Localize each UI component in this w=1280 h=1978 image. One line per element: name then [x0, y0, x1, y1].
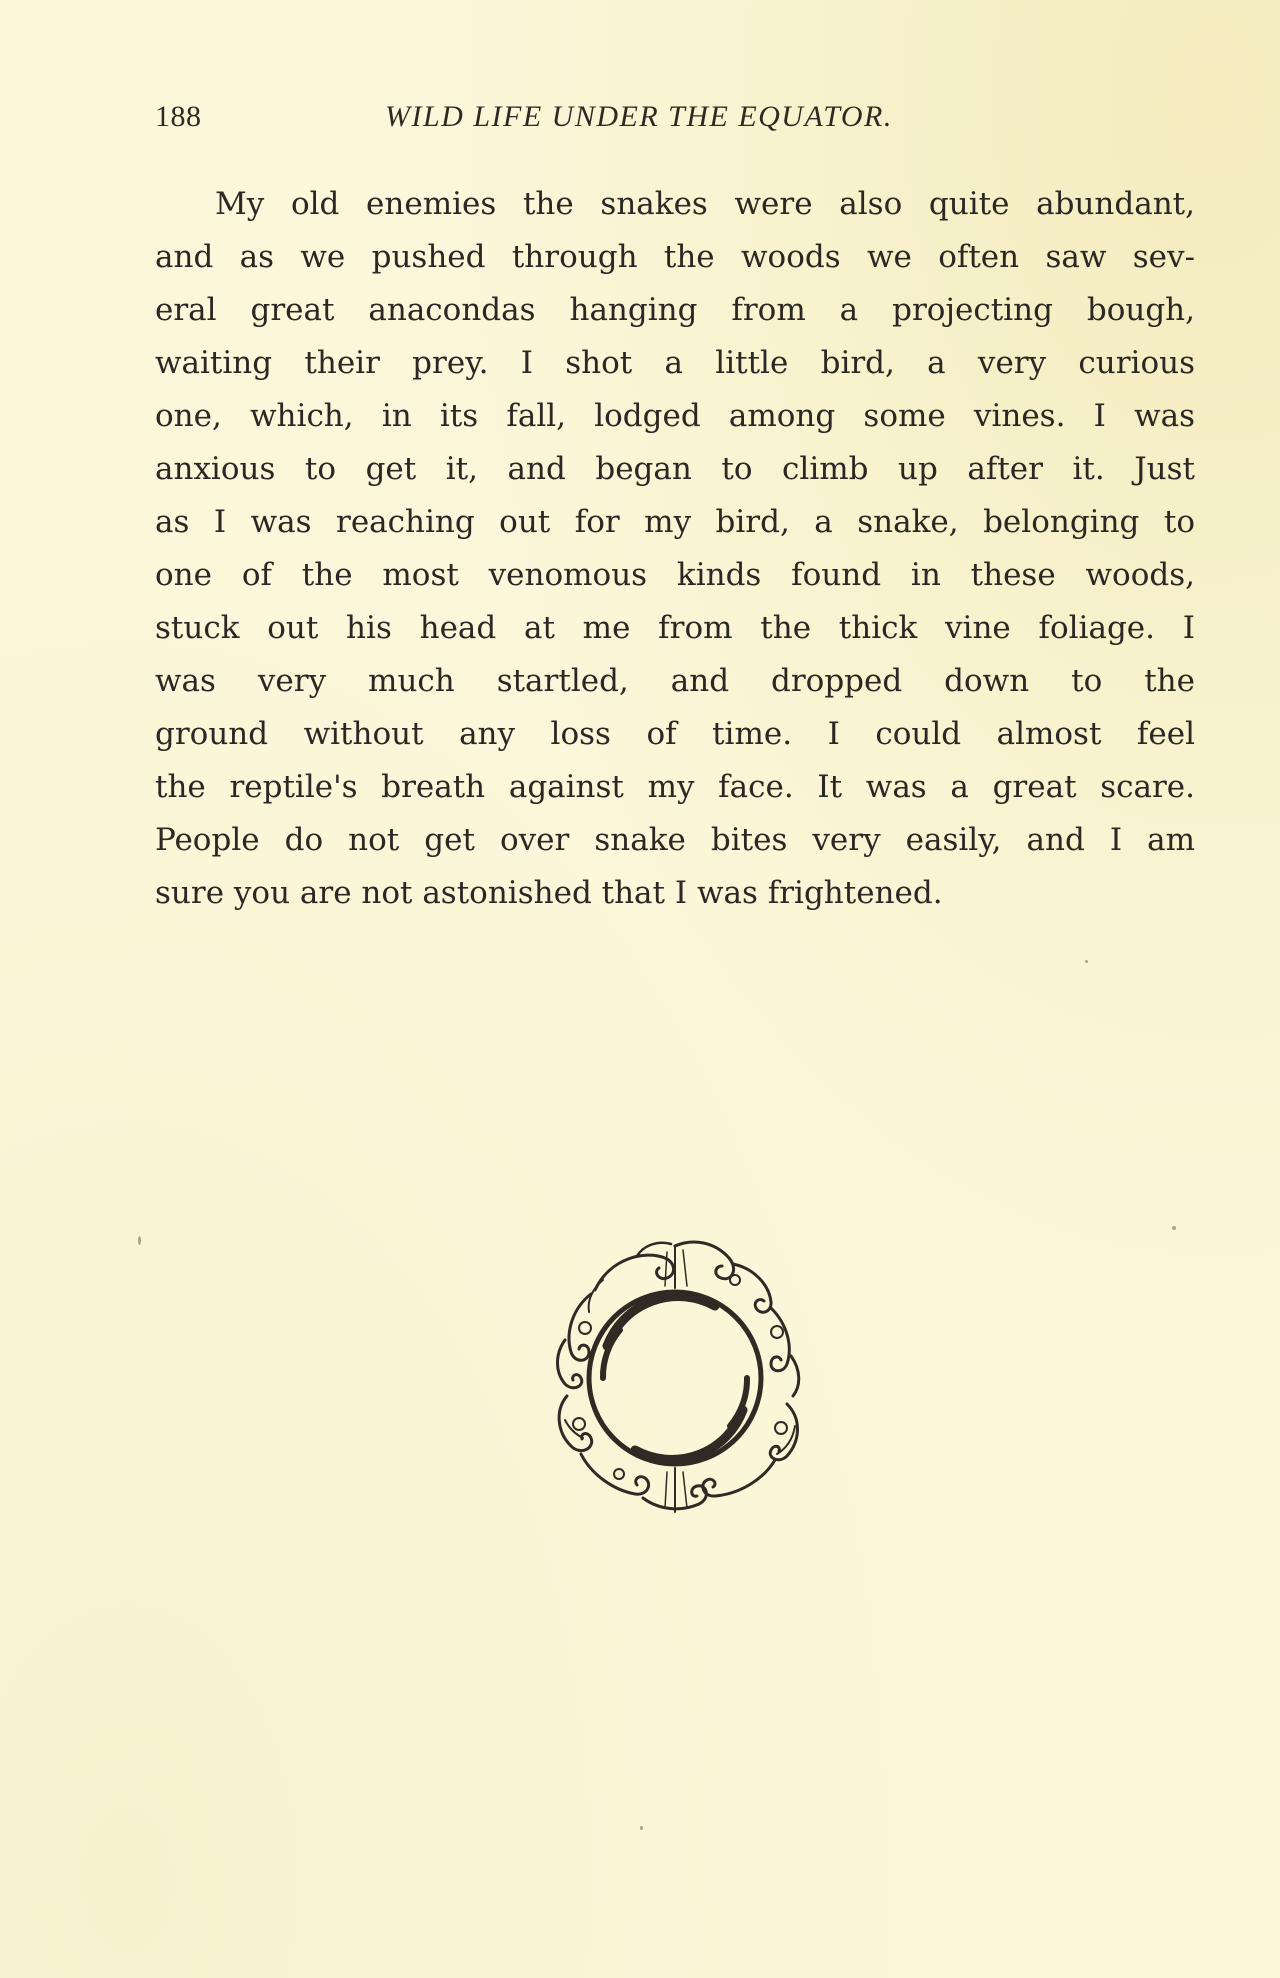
running-title: WILD LIFE UNDER THE EQUATOR.: [385, 100, 893, 133]
text-line: was very much startled, and dropped down to the: [155, 663, 1195, 699]
text-line: as I was reaching out for my bird, a snake, belonging to: [155, 504, 1195, 540]
paper-speck: [1085, 960, 1088, 963]
body-paragraph: [155, 178, 1195, 920]
paper-speck: [1172, 1226, 1176, 1230]
running-head: [155, 100, 1190, 140]
text-line: the reptile's breath against my face. It was a great scare.: [155, 769, 1195, 805]
paper-speck: [640, 1826, 643, 1830]
decorative-scroll-ring-icon: [525, 1228, 835, 1528]
text-line: ground without any loss of time. I could almost feel: [155, 716, 1195, 752]
text-line: My old enemies the snakes were also quite abundant,: [215, 186, 1195, 222]
text-line: eral great anacondas hanging from a projecting bough,: [155, 292, 1195, 328]
page-number: 188: [155, 100, 202, 133]
text-line: sure you are not astonished that I was frightened.: [155, 875, 943, 911]
text-line: one of the most venomous kinds found in these woods,: [155, 557, 1195, 593]
text-line: and as we pushed through the woods we often saw sev-: [155, 239, 1195, 275]
text-line: stuck out his head at me from the thick vine foliage. I: [155, 610, 1195, 646]
text-line: one, which, in its fall, lodged among some vines. I was: [155, 398, 1195, 434]
text-line: waiting their prey. I shot a little bird, a very curious: [155, 345, 1195, 381]
text-line: People do not get over snake bites very easily, and I am: [155, 822, 1195, 858]
paper-speck: [138, 1236, 141, 1245]
text-line: anxious to get it, and began to climb up after it. Just: [155, 451, 1195, 487]
